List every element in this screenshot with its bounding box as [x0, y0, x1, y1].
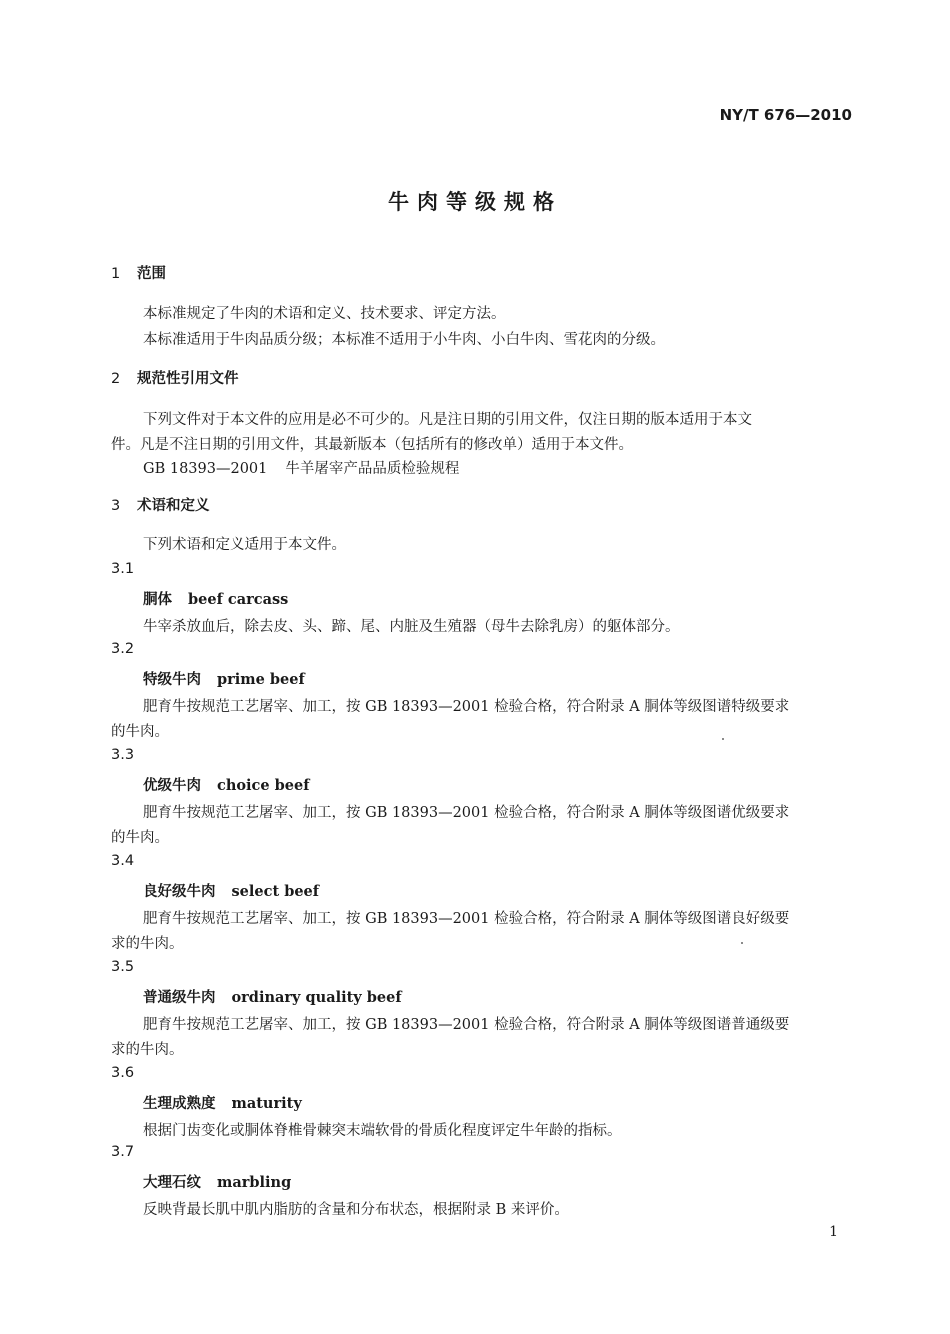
term-number: 3.6: [111, 1065, 135, 1081]
reference-code: GB 18393—2001: [143, 461, 268, 477]
term-heading: [143, 668, 305, 689]
section-3-heading: [111, 494, 210, 515]
term-heading: [143, 986, 402, 1007]
normative-reference: [143, 457, 459, 478]
term-name-en: prime beef: [217, 671, 305, 688]
term-name-en: maturity: [231, 1095, 302, 1112]
term-name-zh: 生理成熟度: [143, 1096, 216, 1112]
term-definition-line-2: 求的牛肉。: [111, 936, 184, 952]
section-1-heading: [111, 262, 166, 283]
scope-paragraph-2: 本标准适用于牛肉品质分级；本标准不适用于小牛肉、小白牛肉、雪花肉的分级。: [143, 332, 665, 348]
term-definition-line-2: 的牛肉。: [111, 724, 169, 740]
term-heading: [143, 1171, 291, 1192]
term-name-zh: 良好级牛肉: [143, 884, 216, 900]
term-number: 3.7: [111, 1144, 135, 1160]
term-number: 3.5: [111, 959, 135, 975]
term-name-zh: 胴体: [143, 592, 172, 608]
terms-intro: 下列术语和定义适用于本文件。: [143, 537, 346, 553]
document-title: 牛肉等级规格: [388, 190, 562, 214]
term-number: 3.3: [111, 747, 135, 763]
term-heading: [143, 588, 288, 609]
term-definition-line-1: 肥育牛按规范工艺屠宰、加工，按 GB 18393—2001 检验合格，符合附录 A 胴体等级图谱优级要求: [143, 805, 790, 821]
term-name-en: select beef: [231, 883, 320, 900]
term-heading: [143, 774, 309, 795]
scan-speck: [741, 942, 743, 944]
page-number: 1: [829, 1224, 838, 1240]
scan-speck: [722, 738, 724, 740]
term-name-en: choice beef: [217, 777, 310, 794]
term-definition-line-1: 肥育牛按规范工艺屠宰、加工，按 GB 18393—2001 检验合格，符合附录 A 胴体等级图谱良好级要: [143, 911, 790, 927]
term-name-zh: 普通级牛肉: [143, 990, 216, 1006]
section-title: 范围: [137, 266, 166, 282]
standard-number: NY/T 676—2010: [719, 106, 852, 124]
term-definition-line-2: 的牛肉。: [111, 830, 169, 846]
term-definition-line-1: 肥育牛按规范工艺屠宰、加工，按 GB 18393—2001 检验合格，符合附录 A 胴体等级图谱特级要求: [143, 699, 790, 715]
term-name-zh: 特级牛肉: [143, 672, 201, 688]
reference-title: 牛羊屠宰产品品质检验规程: [285, 461, 460, 477]
scope-paragraph-1: 本标准规定了牛肉的术语和定义、技术要求、评定方法。: [143, 306, 506, 322]
term-definition-line-2: 求的牛肉。: [111, 1042, 184, 1058]
term-number: 3.1: [111, 561, 135, 577]
term-heading: [143, 1092, 302, 1113]
section-number: 1: [111, 266, 121, 282]
section-title: 术语和定义: [137, 498, 210, 514]
term-definition: 根据门齿变化或胴体脊椎骨棘突末端软骨的骨质化程度评定牛年龄的指标。: [143, 1123, 622, 1139]
term-definition-line-1: 肥育牛按规范工艺屠宰、加工，按 GB 18393—2001 检验合格，符合附录 A 胴体等级图谱普通级要: [143, 1017, 790, 1033]
term-name-zh: 大理石纹: [143, 1175, 201, 1191]
section-2-heading: [111, 367, 239, 388]
term-name-en: beef carcass: [188, 591, 289, 608]
term-number: 3.2: [111, 641, 135, 657]
section-title: 规范性引用文件: [137, 371, 239, 387]
term-heading: [143, 880, 319, 901]
term-definition: 反映背最长肌中肌内脂肪的含量和分布状态，根据附录 B 来评价。: [143, 1202, 569, 1218]
section-number: 3: [111, 498, 121, 514]
term-name-zh: 优级牛肉: [143, 778, 201, 794]
term-definition: 牛宰杀放血后，除去皮、头、蹄、尾、内脏及生殖器（母牛去除乳房）的躯体部分。: [143, 619, 680, 635]
term-name-en: marbling: [217, 1174, 292, 1191]
term-number: 3.4: [111, 853, 135, 869]
normative-paragraph-line-2: 件。凡是不注日期的引用文件，其最新版本（包括所有的修改单）适用于本文件。: [111, 437, 633, 453]
term-name-en: ordinary quality beef: [231, 989, 402, 1006]
normative-paragraph-line-1: 下列文件对于本文件的应用是必不可少的。凡是注日期的引用文件，仅注日期的版本适用于本文: [143, 412, 752, 428]
section-number: 2: [111, 371, 121, 387]
